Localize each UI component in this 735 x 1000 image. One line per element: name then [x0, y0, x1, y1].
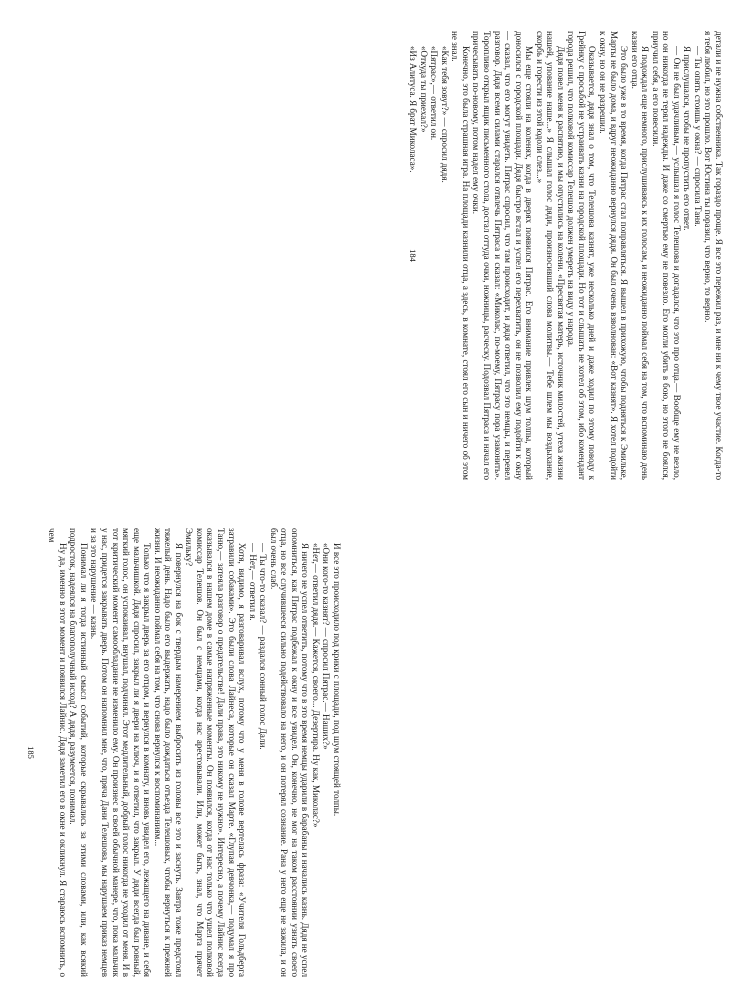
paragraph: «Откуда ты приехал?»	[418, 46, 429, 133]
paragraph: И все это происходило под крики с площади, под шум стоящей толпы.	[332, 543, 342, 817]
paragraph: Понимал ли я тогда истинный смысл событий, которые скрывались за этими словами, или, как всякий подросток, надеялся на благополучный исход? А дядя, разумеется, понимал.	[68, 528, 89, 977]
page-number: 185	[26, 746, 36, 759]
paragraph: Это было уже в то время, когда Пятрас стал поправляться. Я вышел в прихожую, чтобы подняться к Эмильке, Марты не было дома, и вдруг неожиданно вернулся дядя. Он был очень взволнован: «Вот казнят». Я хотел подойти к окну, но он не разрешил.	[597, 31, 630, 480]
paragraph: Хотя, видимо, я разговаривал вслух, потому что у меня в голове вертелась фраза: «Учителя Гольдберга затравили собаками». Это были слова Лайнеса, которые он сказал Марте. «Глупая девчонка,— подумал я про Таню,— затеяла разговор о предательстве! Дали права, это никому не нужно». Интересно, а почему Лайнис всегда оказывался в нашем доме в самые напряженные моменты. Он появился, когда от нас только что ушел полковой комиссар Телешов. Он был с немцами, когда нас арестовывали. Или, может быть, знал, что Марта прячет Эмильку?	[184, 528, 248, 977]
paragraph: — Ты опять стоишь у окна? — спросила Таня.	[692, 46, 703, 227]
paragraph: Конечно, это была страшная игра. На площади казнили отца, а здесь, в комнате, стоял его сын и ничего об этом не знал.	[450, 31, 471, 480]
paragraph: Я подождал еще немного, прислушиваясь к их голосам, и неожиданно поймал себя на том, что вспоминаю день казни его отца.	[629, 31, 651, 480]
paragraph: «Пятрас»,— ответил он.	[429, 46, 440, 141]
paragraph: Только что я закрыл дверь за его отцом, и вернулся в комнату, и вновь увидел его, лежащего на диване, и себя еще мальчишкой. Дядя спросил, закрыл ли я двери на ключ, и я ответил, что закрыл. У дяди всегда был ровный, мягкий голос, он успокаивал, внушал, подчинял. Этот медлительный, добрый голос никогда не уходил от меня. И в тот критический момент самообладание не изменило ему. Он произнес в своей обычной манере, что, пока мальчик у нас, придется закрывать дверь. Потом он напомнил мне, что, пряча Дани Телешова, мы нарушаем приказ немцев и за это нарушение — казнь.	[89, 528, 153, 977]
paragraph: Я прислушался, чтобы не пропустить его ответ.	[682, 46, 693, 231]
page-text	[42, 528, 342, 977]
page-right	[20, 528, 342, 977]
paragraph: Ну да, именно в этот момент и появился Лайнис. Дядя заметил его в окне и окликнул. Я стараюсь вспомнить, о чем	[47, 528, 68, 977]
paragraph: Дядя повел меня к распятию, и мы опустились на колени. «Пресвятая матерь, источник милостей, утеха жизни нашей, упование наше...» Я слышал голос дяди, произносивший слова молитвы.— Тебе шлем мы воздыхание, скорбь и горести из этой юдоли слез...»	[534, 31, 566, 480]
paragraph: — Ты что-то сказал? — раздался сонный голос Дали.	[258, 543, 269, 750]
paragraph: «Нет,— ответил дядя.— Кажется, своего... Дезертира. Ну как, Миколас?»	[310, 543, 321, 828]
page-number: 184	[408, 249, 418, 262]
paragraph: «Из Алитуса. Я брат Миколаса».	[408, 46, 419, 173]
paragraph: «Как тебя зовут?» — спросил дядя.	[439, 46, 450, 183]
paragraph: Мы еще стояли на коленях, когда в дверях появился Пятрас. Его внимание привлек шум толпы, который доносился с городской площади. Дядя быстро встал и успел его перехватить, он не позволил ему подойти к окну — сказал, что его могут увидеть. Пятрас спросил, что там происходит, и дядя ответил, что это немцы, и перевел разговор. Дядя всеми силами старался отвлечь Пятраса и сказал: «Миколас, по-моему, Пятрасу пора узаконить». Торопливо открыл ящик письменного стола, достал оттуда очки, ножницы, расческу. Подозвал Пятраса и начал его причесывать по-новому, потом надел ему очки.	[471, 31, 535, 480]
paragraph: «Они кого-то казнят? — спросил Пятрас.— Наших?»	[321, 543, 332, 750]
paragraph: Оказывается, дядя знал о том, что Телешова казнят, уже несколько дней и даже ходил по этому поводу к Грейнку с просьбой не устраивать казни на городской площади. Но тот и слышать не хотел об этом, ибо комендант города решил, что полковой комиссар Телешов должен умереть на виду у народа.	[566, 31, 598, 480]
paragraph: Я ничего не успел ответить, потому что в это время немцы ударили в барабаны и начались казнь. Дядя не успел опомниться, как Пятрас подбежал к окну и все увидел. Он, конечно, не мог на таком расстоянии узнать своего отца, но все случившееся сильно подействовало на него, и он потерял сознание. Рана у него еще не зажила, и он был очень слаб.	[268, 528, 311, 977]
paragraph: — Нет,— ответил я.	[247, 543, 258, 621]
paragraph: — Он не был удачливым,— услышал я голос Телешова и догадался, что это про отца.— Вообще ему не везло, но он никогда не терял надежды. И даже со смертью ему не повезло. Его могли убить в бою, но этого не боялся, приучил себя, а его повесили.	[650, 31, 682, 480]
page-left	[402, 31, 724, 480]
paragraph: детали и не нужна собственника. Так гораздо проще. Я все это пережил раз, и мне ни к чему твое участие. Когда-то я тебя любил, но это прошло. Вот Юстина ты поразил, что верно, то верно.	[703, 31, 724, 480]
paragraph: Я повернулся на бок с твердым намерением выбросить из головы все это и заснуть. Завтра тоже предстоял тяжелый день. Надо было его выдержать, надо было дождаться отъезда Телешовых, чтобы вернуться к прежней жизни. И неожиданно поймал себя на том, что снова вернулся к воспоминаниям...	[152, 528, 184, 977]
